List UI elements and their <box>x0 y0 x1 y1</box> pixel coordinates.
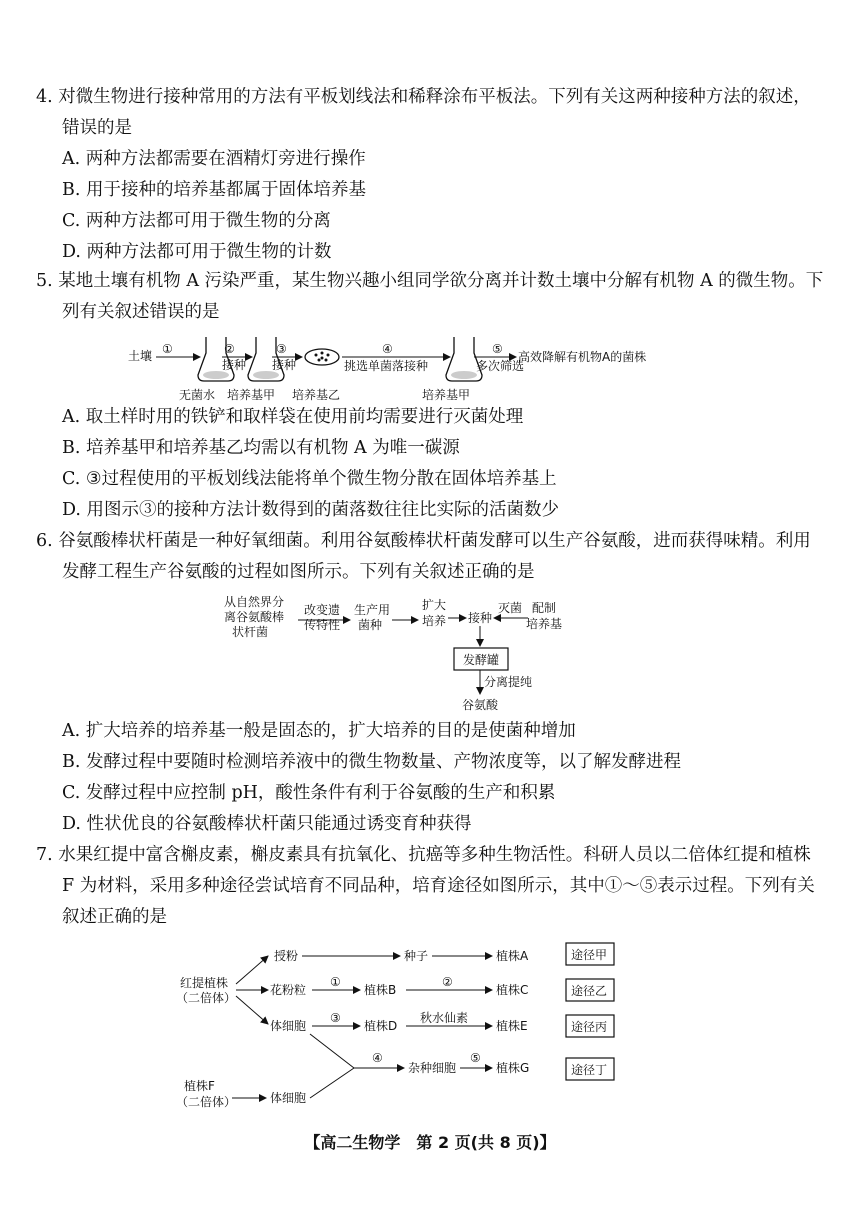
plant-g-label: 植株G <box>496 1061 530 1075</box>
step-mutate-1: 改变遗 <box>304 603 341 617</box>
question-4 <box>36 82 826 268</box>
question-stem: 6. 谷氨酸棒状杆菌是一种好氧细菌。利用谷氨酸棒状杆菌发酵可以生产谷氨酸，进而获得味精。利用发酵工程生产谷氨酸的过程如图所示。下列有关叙述正确的是 <box>36 531 811 582</box>
route-3-label: 途径丙 <box>571 1020 608 1034</box>
expand-line-1: 扩大 <box>422 598 447 612</box>
q5-diagram <box>120 333 700 405</box>
somatic-cell-1-label: 体细胞 <box>270 1019 307 1033</box>
option-d: D. 性状优良的谷氨酸棒状杆菌只能通过诱变育种获得 <box>62 814 472 834</box>
seed-label: 种子 <box>404 949 429 963</box>
option-b: B. 培养基甲和培养基乙均需以有机物 A 为唯一碳源 <box>62 438 460 458</box>
sterilize-label: 灭菌 <box>498 601 523 615</box>
medium-line-1: 配制 <box>532 601 557 615</box>
option-c: C. 两种方法都可用于微生物的分离 <box>62 211 331 231</box>
option-d: D. 两种方法都可用于微生物的计数 <box>62 242 332 262</box>
result-label: 高效降解有机物A的菌株 <box>518 350 647 364</box>
question-6-options <box>36 716 826 840</box>
source-line-1: 从自然界分 <box>224 595 285 609</box>
medium-line-2: 培养基 <box>526 617 563 631</box>
route-1-label: 途径甲 <box>571 948 608 962</box>
option-c: C. 发酵过程中应控制 pH，酸性条件有利于谷氨酸的生产和积累 <box>62 783 556 803</box>
process-2-marker: ② <box>442 975 453 989</box>
route-4-label: 途径丁 <box>571 1063 608 1077</box>
red-grape-line-2: （二倍体） <box>176 991 237 1005</box>
somatic-cell-2-label: 体细胞 <box>270 1091 307 1105</box>
step-3-label: 接种 <box>272 358 297 372</box>
process-3-marker: ③ <box>330 1011 341 1025</box>
plant-a-label: 植株A <box>496 949 529 963</box>
step-5-label: 多次筛选 <box>476 359 525 373</box>
pollinate-label: 授粉 <box>274 949 299 963</box>
petri-dish-icon <box>305 349 339 365</box>
hybrid-cell-label: 杂种细胞 <box>408 1061 457 1075</box>
question-stem: 4. 对微生物进行接种常用的方法有平板划线法和稀释涂布平板法。下列有关这两种接种方法的叙述，错误的是 <box>36 87 811 138</box>
option-a: A. 取土样时用的铁铲和取样袋在使用前均需要进行灭菌处理 <box>62 407 524 427</box>
question-5 <box>36 266 826 328</box>
flask-3-label: 培养基甲 <box>422 388 471 402</box>
step-1-marker: ① <box>162 342 173 356</box>
step-5-marker: ⑤ <box>492 342 503 356</box>
process-1-marker: ① <box>330 975 341 989</box>
plant-e-label: 植株E <box>496 1019 528 1033</box>
page-footer: 【高二生物学 第 2 页(共 8 页)】 <box>304 1133 556 1152</box>
product-label: 谷氨酸 <box>462 698 499 712</box>
plant-f-line-1: 植株F <box>184 1079 215 1093</box>
q6-diagram <box>218 592 598 714</box>
source-line-2: 离谷氨酸棒 <box>224 610 285 624</box>
expand-line-2: 培养 <box>422 614 447 628</box>
strain-line-1: 生产用 <box>354 603 391 617</box>
fermenter-label: 发酵罐 <box>463 653 500 667</box>
step-2-marker: ② <box>224 342 235 356</box>
flask-1-label: 无菌水 <box>179 388 216 402</box>
soil-label: 土壤 <box>128 349 153 363</box>
question-stem: 7. 水果红提中富含槲皮素，槲皮素具有抗氧化、抗癌等多种生物活性。科研人员以二倍体红提和植株 F 为材料，采用多种途径尝试培育不同品种，培育途径如图所示，其中①～⑤表示过程。下列有关叙述正确的是 <box>36 845 815 927</box>
strain-line-2: 菌种 <box>358 618 383 632</box>
inoculate-label: 接种 <box>468 611 493 625</box>
process-5-marker: ⑤ <box>470 1051 481 1065</box>
option-b: B. 用于接种的培养基都属于固体培养基 <box>62 180 366 200</box>
step-3-marker: ③ <box>276 342 287 356</box>
dish-label: 培养基乙 <box>292 388 341 402</box>
plant-d-label: 植株D <box>364 1019 398 1033</box>
red-grape-line-1: 红提植株 <box>180 976 229 990</box>
option-a: A. 扩大培养的培养基一般是固态的，扩大培养的目的是使菌种增加 <box>62 721 576 741</box>
route-2-label: 途径乙 <box>571 984 608 998</box>
step-4-marker: ④ <box>382 342 393 356</box>
process-4-marker: ④ <box>372 1051 383 1065</box>
pollen-label: 花粉粒 <box>270 983 307 997</box>
step-4-label: 挑选单菌落接种 <box>344 359 429 373</box>
q7-diagram <box>170 938 630 1116</box>
plant-c-label: 植株C <box>496 983 529 997</box>
flask-2-label: 培养基甲 <box>227 388 276 402</box>
plant-b-label: 植株B <box>364 983 397 997</box>
plant-f-line-2: （二倍体） <box>176 1095 237 1109</box>
separate-label: 分离提纯 <box>484 675 533 689</box>
question-7 <box>36 840 826 933</box>
source-line-3: 状杆菌 <box>232 625 269 639</box>
question-stem: 5. 某地土壤有机物 A 污染严重，某生物兴趣小组同学欲分离并计数土壤中分解有机物 A 的微生物。下列有关叙述错误的是 <box>36 271 824 322</box>
option-d: D. 用图示③的接种方法计数得到的菌落数往往比实际的活菌数少 <box>62 500 560 520</box>
step-2-label: 接种 <box>222 358 247 372</box>
question-5-options <box>36 402 826 526</box>
option-c: C. ③过程使用的平板划线法能将单个微生物分散在固体培养基上 <box>62 469 557 489</box>
option-b: B. 发酵过程中要随时检测培养液中的微生物数量、产物浓度等，以了解发酵进程 <box>62 752 681 772</box>
colchicine-label: 秋水仙素 <box>420 1011 469 1025</box>
option-a: A. 两种方法都需要在酒精灯旁进行操作 <box>62 149 366 169</box>
question-6 <box>36 526 826 588</box>
step-mutate-2: 传特性 <box>304 618 341 632</box>
